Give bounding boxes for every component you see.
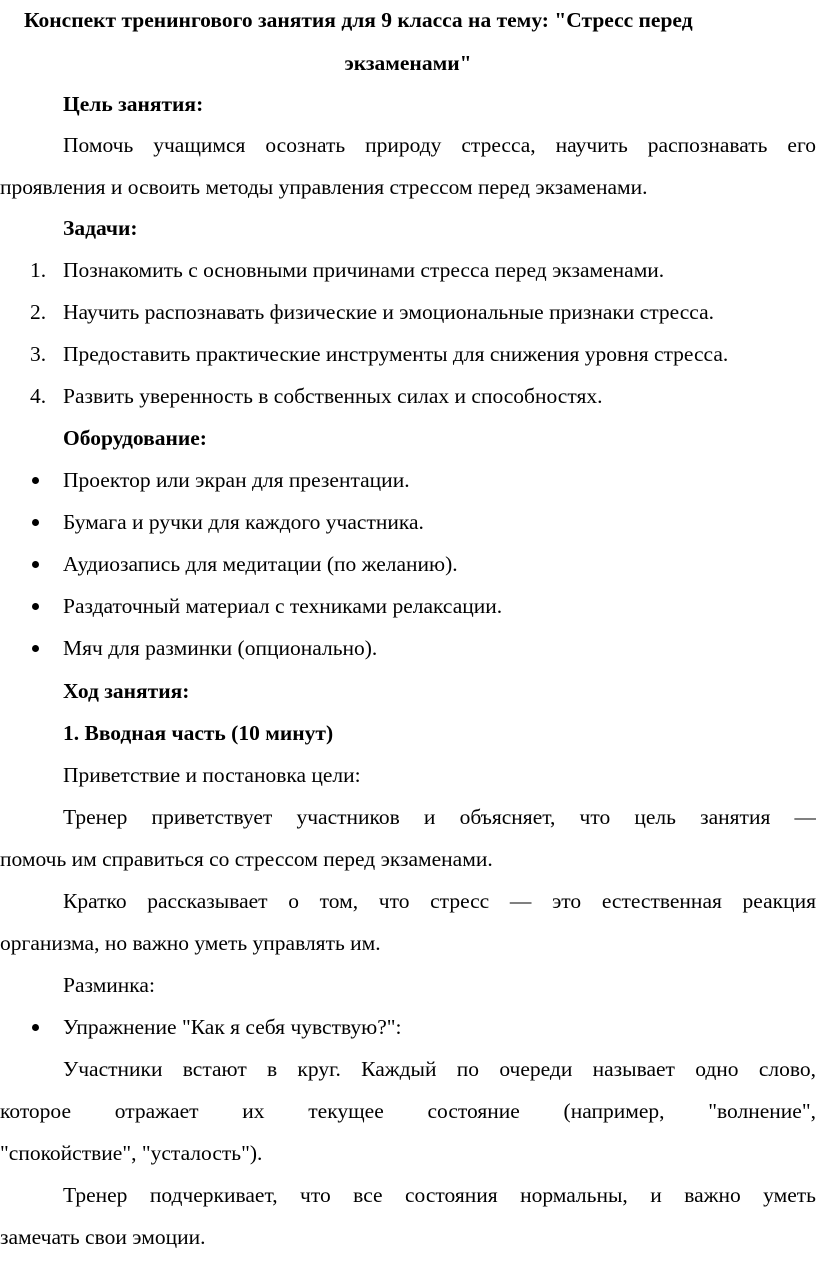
equipment-item-5: Мяч для разминки (опционально). bbox=[63, 636, 378, 660]
document-title-line-1: Конспект тренингового занятия для 9 класса на тему: "Стресс перед bbox=[24, 8, 693, 32]
greeting-label: Приветствие и постановка цели: bbox=[63, 763, 361, 787]
part1-heading: 1. Вводная часть (10 минут) bbox=[63, 721, 334, 745]
paragraph-3-line-2: которое отражает их текущее состояние (например, "волнение", bbox=[0, 1099, 816, 1123]
goal-text-line-2: проявления и освоить методы управления стрессом перед экзаменами. bbox=[0, 175, 648, 199]
task-item-4: Развить уверенность в собственных силах и способностях. bbox=[63, 384, 603, 408]
document-title-line-2: экзаменами" bbox=[344, 51, 472, 75]
paragraph-3-line-3: "спокойствие", "усталость"). bbox=[0, 1141, 263, 1165]
task-item-3: Предоставить практические инструменты для снижения уровня стресса. bbox=[63, 342, 729, 366]
task-item-1: Познакомить с основными причинами стресса перед экзаменами. bbox=[63, 258, 665, 282]
bullet-icon bbox=[32, 645, 39, 652]
course-heading: Ход занятия: bbox=[63, 679, 190, 703]
task-item-2: Научить распознавать физические и эмоциональные признаки стресса. bbox=[63, 300, 715, 324]
paragraph-4-line-2: замечать свои эмоции. bbox=[0, 1225, 206, 1249]
bullet-icon bbox=[32, 1024, 39, 1031]
equipment-item-4: Раздаточный материал с техниками релаксации. bbox=[63, 594, 503, 618]
task-number-1: 1. bbox=[30, 258, 47, 282]
bullet-icon bbox=[32, 477, 39, 484]
equipment-item-3: Аудиозапись для медитации (по желанию). bbox=[63, 552, 458, 576]
paragraph-3-line-1: Участники встают в круг. Каждый по очереди называет одно слово, bbox=[63, 1057, 816, 1081]
paragraph-2-line-2: организма, но важно уметь управлять им. bbox=[0, 931, 381, 955]
bullet-icon bbox=[32, 519, 39, 526]
exercise-item: Упражнение "Как я себя чувствую?": bbox=[63, 1015, 402, 1039]
bullet-icon bbox=[32, 561, 39, 568]
task-number-4: 4. bbox=[30, 384, 47, 408]
paragraph-4-line-1: Тренер подчеркивает, что все состояния нормальны, и важно уметь bbox=[63, 1183, 816, 1207]
paragraph-1-line-2: помочь им справиться со стрессом перед экзаменами. bbox=[0, 847, 493, 871]
equipment-heading: Оборудование: bbox=[63, 426, 207, 450]
bullet-icon bbox=[32, 603, 39, 610]
equipment-item-2: Бумага и ручки для каждого участника. bbox=[63, 510, 424, 534]
task-number-3: 3. bbox=[30, 342, 47, 366]
paragraph-2-line-1: Кратко рассказывает о том, что стресс — это естественная реакция bbox=[63, 889, 816, 913]
goal-heading: Цель занятия: bbox=[63, 92, 204, 116]
goal-text-line-1: Помочь учащимся осознать природу стресса, научить распознавать его bbox=[63, 133, 816, 157]
task-number-2: 2. bbox=[30, 300, 47, 324]
warmup-label: Разминка: bbox=[63, 973, 155, 997]
tasks-heading: Задачи: bbox=[63, 216, 138, 240]
paragraph-1-line-1: Тренер приветствует участников и объясняет, что цель занятия — bbox=[63, 805, 816, 829]
equipment-item-1: Проектор или экран для презентации. bbox=[63, 468, 410, 492]
